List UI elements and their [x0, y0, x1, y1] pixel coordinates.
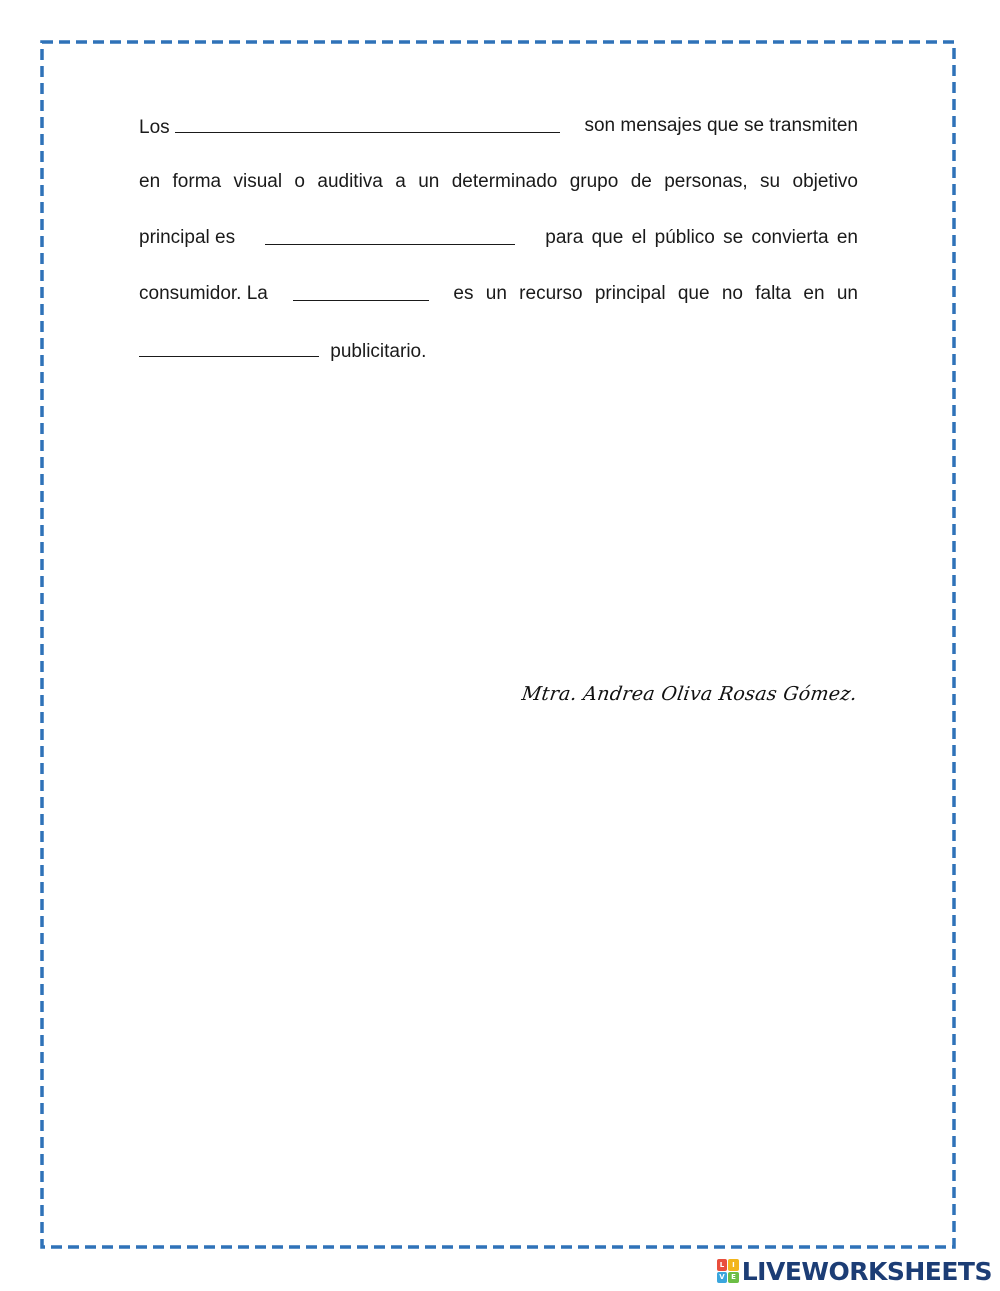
logo-letter: E	[728, 1272, 739, 1284]
answer-blank-1[interactable]	[175, 112, 560, 133]
word: auditiva	[317, 171, 383, 192]
word: personas,	[664, 171, 748, 192]
answer-blank-3[interactable]	[293, 280, 429, 301]
word: grupo	[569, 171, 619, 192]
line-4-start: consumidor. La	[139, 283, 268, 304]
word: de	[630, 171, 652, 192]
word: visual	[233, 171, 283, 192]
word: o	[294, 171, 305, 192]
worksheet-paragraph	[139, 112, 858, 392]
line-4-end: es un recurso principal que no falta en un	[453, 283, 858, 304]
line-3-start: principal es	[139, 227, 236, 248]
liveworksheets-logo-icon	[717, 1259, 739, 1283]
word: un	[418, 171, 440, 192]
line-1-start: Los	[139, 117, 170, 138]
paragraph-line-2	[139, 168, 858, 196]
logo-letter: V	[717, 1272, 728, 1284]
paragraph-line-5	[139, 336, 858, 364]
liveworksheets-brand	[717, 1256, 992, 1286]
word: en	[139, 171, 161, 192]
paragraph-line-1	[139, 112, 858, 140]
word: forma	[172, 171, 222, 192]
liveworksheets-wordmark: LIVEWORKSHEETS	[741, 1256, 992, 1286]
word: determinado	[451, 171, 558, 192]
line-5-end: publicitario.	[330, 341, 427, 362]
paragraph-line-4	[139, 280, 858, 308]
logo-letter: I	[728, 1259, 739, 1271]
word: su	[760, 171, 781, 192]
line-3-end: para que el público se convierta en	[545, 227, 858, 248]
answer-blank-2[interactable]	[265, 224, 515, 245]
logo-letter: L	[717, 1259, 728, 1271]
teacher-signature: Mtra. Andrea Oliva Rosas Gómez.	[520, 683, 859, 705]
line-1-end: son mensajes que se transmiten	[584, 115, 858, 136]
word: objetivo	[792, 171, 858, 192]
word: a	[395, 171, 406, 192]
answer-blank-4[interactable]	[139, 336, 319, 357]
paragraph-line-3	[139, 224, 858, 252]
